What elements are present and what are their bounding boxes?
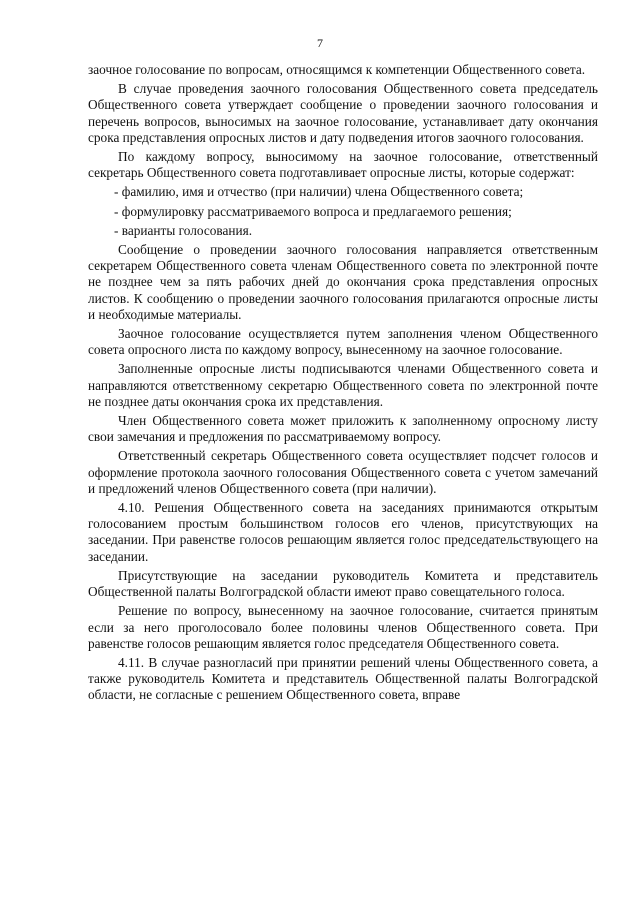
paragraph: Заполненные опросные листы подписываются членами Общественного совета и направляются ответственному секретарю Общественного совета по электронной почте не позднее даты окончания срока их представления. (88, 361, 598, 409)
paragraph: Ответственный секретарь Общественного совета осуществляет подсчет голосов и оформление протокола заочного голосования Общественного совета с учетом замечаний и предложений членов Общественного совета (при наличии). (88, 448, 598, 496)
paragraph: Присутствующие на заседании руководитель Комитета и представитель Общественной палаты Волгоградской области имеют право совещательного голоса. (88, 567, 598, 600)
paragraph: Заочное голосование осуществляется путем заполнения членом Общественного совета опросного листа по каждому вопросу, вынесенному на заочное голосование. (88, 326, 598, 358)
document-body (88, 62, 598, 707)
paragraph: Член Общественного совета может приложить к заполненному опросному листу свои замечания и предложения по рассматриваемому вопросу. (88, 413, 598, 445)
paragraph: В случае проведения заочного голосования Общественного совета председатель Общественного совета утверждает сообщение о проведении заочного голосования и перечень вопросов, выносимых на заочное голосование, устанавливает дату окончания срока представления опросных листов и дату подведения итогов заочного голосования. (88, 81, 598, 145)
list-item: - формулировку рассматриваемого вопроса и предлагаемого решения; (114, 203, 512, 219)
paragraph: 4.10. Решения Общественного совета на заседаниях принимаются открытым голосованием простым большинством голосов его членов, присутствующих на заседании. При равенстве голосов решающим является голос председательствующего на заседании. (88, 500, 598, 564)
paragraph: Решение по вопросу, вынесенному на заочное голосование, считается принятым если за него проголосовало более половины членов Общественного совета. При равенстве голосов решающим является голос председателя Общественного совета. (88, 603, 598, 651)
list-item: - фамилию, имя и отчество (при наличии) члена Общественного совета; (114, 184, 524, 200)
paragraph: 4.11. В случае разногласий при принятии решений члены Общественного совета, а также руководитель Комитета и представитель Общественной палаты Волгоградской области, не согласные с решением Общественного совета, вправе (88, 654, 598, 703)
paragraph: заочное голосование по вопросам, относящимся к компетенции Общественного совета. (88, 62, 586, 77)
list-item: - варианты голосования. (114, 222, 253, 238)
page-number: 7 (317, 36, 323, 50)
paragraph: По каждому вопросу, выносимому на заочное голосование, ответственный секретарь Общественного совета подготавливает опросные листы, которые содержат: (88, 149, 598, 181)
paragraph: Сообщение о проведении заочного голосования направляется ответственным секретарем Общественного совета членам Общественного совета по электронной почте не позднее чем за пять рабочих дней до окончания срока представления опросных листов. К сообщению о проведении заочного голосования прилагаются опросные листы и необходимые материалы. (88, 242, 598, 322)
